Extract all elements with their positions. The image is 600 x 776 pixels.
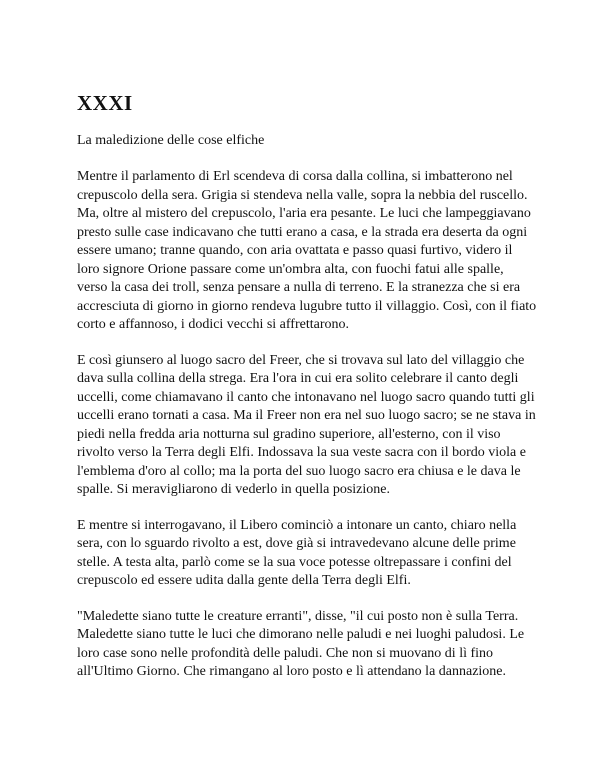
chapter-title: La maledizione delle cose elfiche [77, 133, 265, 148]
document-page [77, 91, 537, 699]
chapter-number: XXXI [77, 91, 133, 115]
paragraph: E mentre si interrogavano, il Libero cominciò a intonare un canto, chiaro nella sera, con lo sguardo rivolto a est, dove già si intravedevano alcune delle prime stelle. A testa alta, parlò come se la sua voce potesse oltrepassare i confini del crepuscolo ed essere udita dalla gente della Terra degli Elfi. [77, 517, 517, 588]
paragraph: Mentre il parlamento di Erl scendeva di corsa dalla collina, si imbatterono nel crepuscolo della sera. Grigia si stendeva nella valle, sopra la nebbia del ruscello. Ma, oltre al mistero del crepuscolo, l'aria era pesante. Le luci che lampeggiavano presto sulle case indicavano che tutti erano a casa, e la strada era deserta da ogni essere umano; tranne quando, con aria ovattata e passo quasi furtivo, videro il loro signore Orione passare come un'ombra alta, con fuochi fatui alle spalle, verso la casa dei troll, senza pensare a nulla di terreno. E la stranezza che si era accresciuta di giorno in giorno rendeva lugubre tutto il villaggio. Così, con il fiato corto e affannoso, i dodici vecchi si affrettarono. [77, 169, 537, 332]
paragraph: E così giunsero al luogo sacro del Freer, che si trovava sul lato del villaggio che dava sulla collina della strega. Era l'ora in cui era solito celebrare il canto degli uccelli, come chiamavano il canto che intonavano nel luogo sacro quando tutti gli uccelli erano tornati a casa. Ma il Freer non era nel suo luogo sacro; se ne stava in piedi nella fredda aria notturna sul gradino superiore, all'esterno, con il viso rivolto verso la Terra degli Elfi. Indossava la sua veste sacra con il bordo viola e l'emblema d'oro al collo; ma la porta del suo luogo sacro era chiusa e le dava le spalle. Si meravigliarono di vederlo in quella posizione. [77, 352, 536, 497]
paragraph: "Maledette siano tutte le creature erranti", disse, "il cui posto non è sulla Terra. Maledette siano tutte le luci che dimorano nelle paludi e nei luoghi paludosi. Le loro case sono nelle profondità delle paludi. Che non si muovano di lì fino all'Ultimo Giorno. Che rimangano al loro posto e lì attendano la dannazione. [77, 608, 525, 679]
